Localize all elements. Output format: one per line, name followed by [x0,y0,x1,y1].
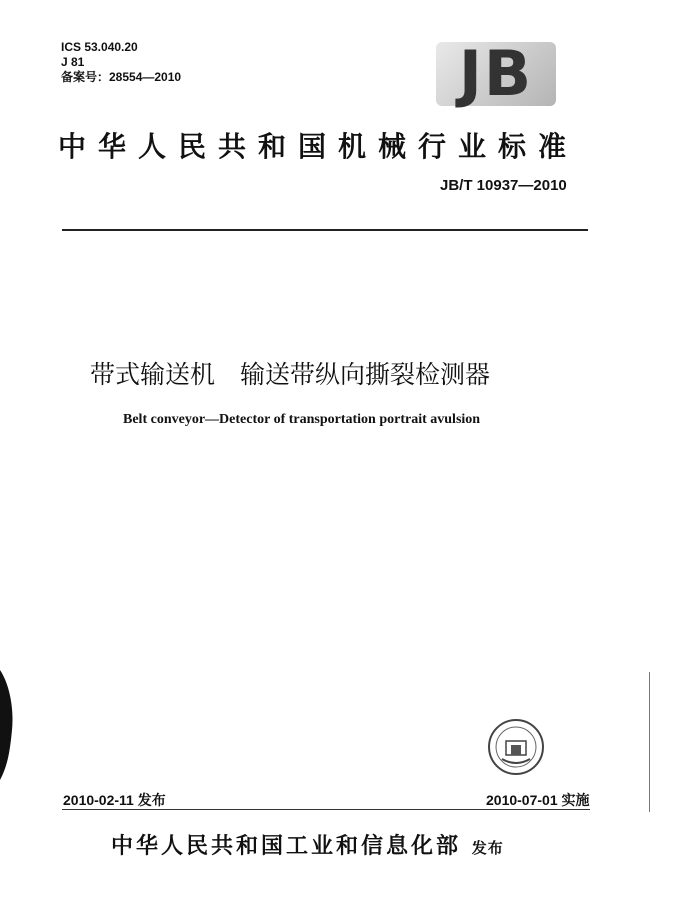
classification-code: J 81 [61,55,85,69]
document-title-chinese: 带式输送机 输送带纵向撕裂检测器 [90,360,491,389]
footer-divider [62,809,590,810]
issue-date: 2010-02-11 发布 [63,792,166,808]
scan-edge-line [649,672,650,812]
issuer-line [111,829,504,860]
filing-number: 备案号：28554—2010 [61,70,182,84]
jb-logo [436,37,556,110]
issuer-name: 中华人民共和国工业和信息化部 [111,834,462,859]
ics-code: ICS 53.040.20 [61,40,138,54]
document-title-english: Belt conveyor—Detector of transportation portrait avulsion [123,412,481,427]
ministry-seal-icon [486,717,546,777]
effective-date: 2010-07-01 实施 [486,792,590,808]
header-divider [62,229,588,231]
standard-number: JB/T 10937—2010 [440,177,567,194]
scan-edge-mark [0,670,16,780]
issuing-standard-category: 中华人民共和国机械行业标准 [58,130,579,163]
jb-logo-text: JB [458,37,534,110]
issuer-action: 发布 [471,839,504,857]
